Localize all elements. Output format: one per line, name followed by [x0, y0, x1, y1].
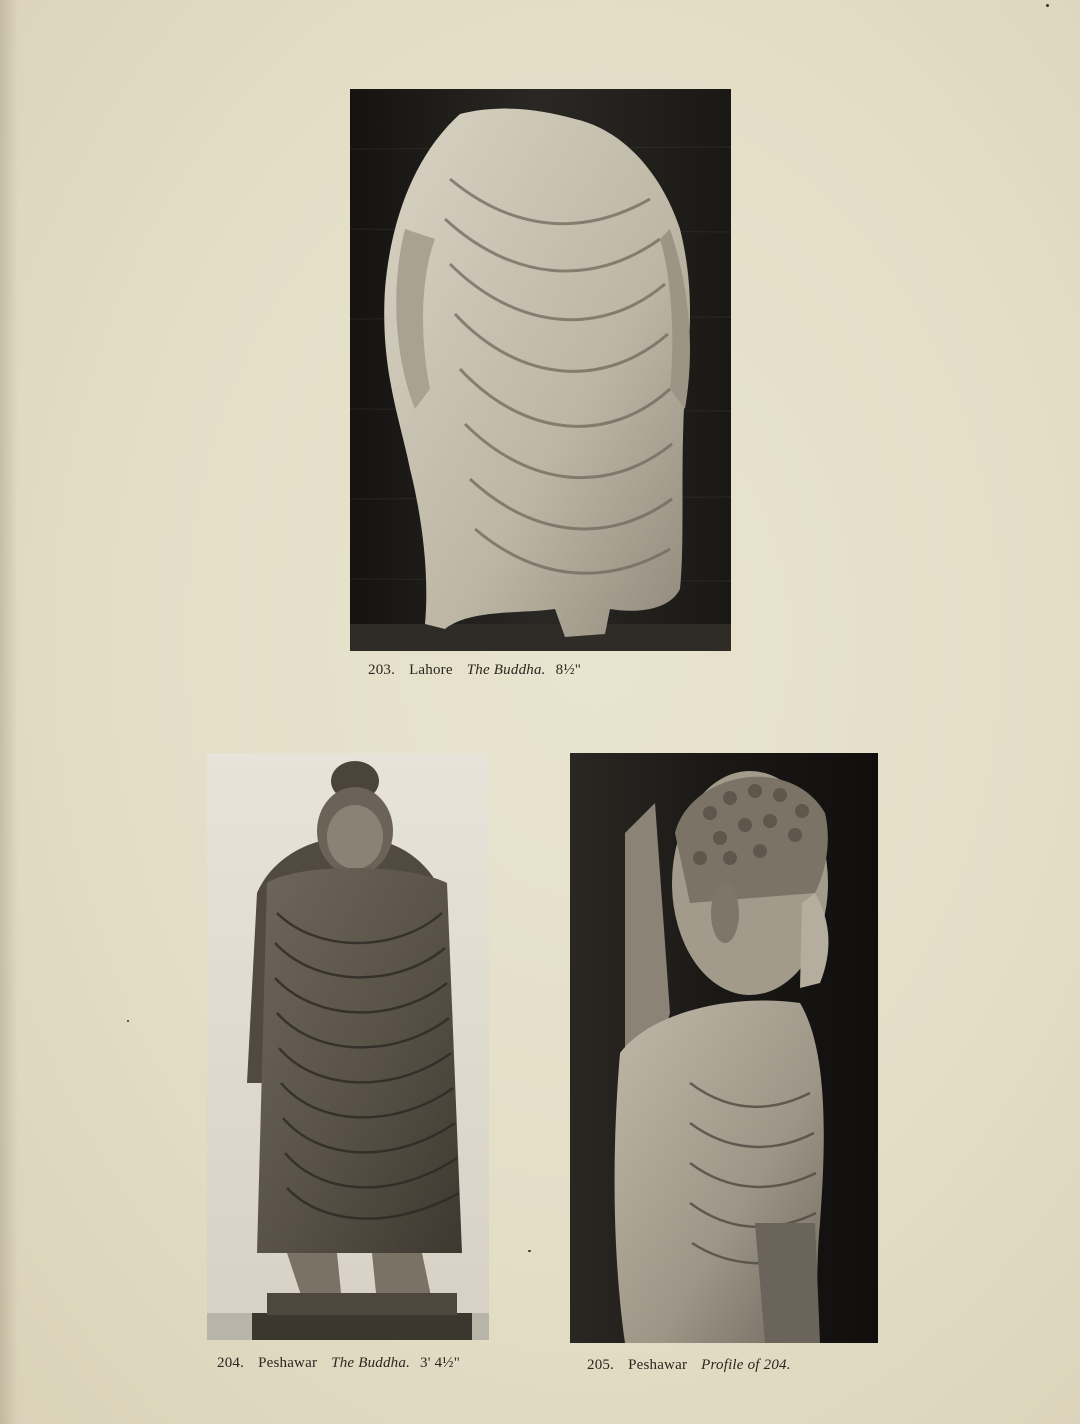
paper-speck — [528, 1250, 531, 1252]
plate-204-photo — [207, 753, 489, 1340]
plate-title: The Buddha. — [331, 1355, 411, 1371]
page-edge-shadow — [0, 0, 18, 1424]
plate-number: 203. — [368, 662, 396, 678]
plate-number: 204. — [217, 1355, 245, 1371]
plate-number: 205. — [587, 1357, 615, 1373]
plate-dimension: 3' 4½" — [420, 1355, 461, 1371]
plate-203-photo — [350, 89, 731, 651]
plate-dimension: 8½" — [555, 662, 582, 678]
plate-title: Profile of 204. — [701, 1357, 791, 1373]
paper-speck — [127, 1020, 129, 1022]
plate-204-sculpture-image — [207, 753, 489, 1340]
paper-speck — [1046, 4, 1049, 7]
plate-location: Peshawar — [258, 1355, 318, 1371]
plate-title: The Buddha. — [466, 662, 546, 678]
plate-location: Lahore — [409, 662, 453, 678]
plate-205-sculpture-image — [570, 753, 878, 1343]
plate-203-caption — [368, 662, 581, 679]
plate-203-sculpture-image — [350, 89, 731, 651]
plate-204-caption — [217, 1355, 460, 1372]
plate-location: Peshawar — [628, 1357, 688, 1373]
plate-205-caption — [587, 1357, 801, 1374]
plate-205-photo — [570, 753, 878, 1343]
